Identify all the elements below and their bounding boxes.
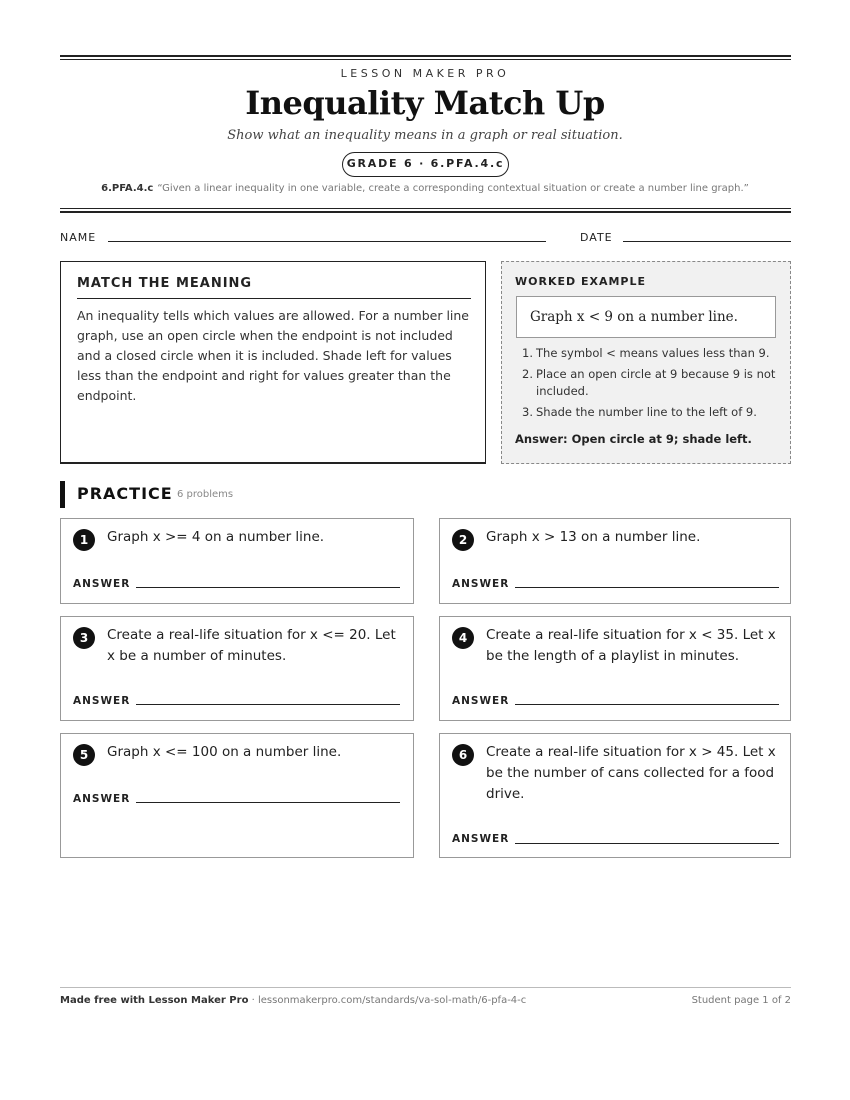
answer-label: ANSWER [73,695,131,707]
name-field[interactable] [108,241,546,242]
problem-number-badge: 3 [73,627,95,649]
footer-url[interactable]: · lessonmakerpro.com/standards/va-sol-math/6-pfa-4-c [248,995,527,1006]
answer-label: ANSWER [452,833,510,845]
problem-text: Create a real-life situation for x > 45. Let x be the number of cans collected for a food drive. [486,744,776,802]
practice-count: 6 problems [177,489,234,500]
answer-field[interactable] [515,843,779,844]
problem-card-3 [60,616,414,721]
name-label: NAME [60,231,97,244]
meaning-body: An inequality tells which values are allowed. For a number line graph, use an open circle when the endpoint is not included and a closed circle when it is included. Shade left for values less than the endpoint and right for values greater than the endpoint. [77,308,469,403]
example-steps [522,345,784,425]
header-top-rule [60,55,791,57]
answer-field[interactable] [136,704,400,705]
problem-card-1 [60,518,414,604]
footer-credit [60,995,526,1006]
problem-number-badge: 1 [73,529,95,551]
standard-text: “Given a linear inequality in one variable, create a corresponding contextual situation or create a number line graph.” [157,183,749,194]
header-bottom-rule [60,211,791,213]
brand-name: LESSON MAKER PRO [340,67,510,80]
meaning-title: MATCH THE MEANING [77,276,253,291]
answer-field[interactable] [515,587,779,588]
example-step: 2. Place an open circle at 9 because 9 is not included. [522,367,776,398]
problem-card-2 [439,518,791,604]
practice-accent-bar [60,481,65,508]
answer-label: ANSWER [452,695,510,707]
header-bottom-rule-thin [60,208,791,209]
answer-field[interactable] [515,704,779,705]
date-label: DATE [580,231,613,244]
standard-code: 6.PFA.4.c [101,183,154,194]
problem-card-6 [439,733,791,858]
problem-text: Create a real-life situation for x < 35. Let x be the length of a playlist in minutes. [486,627,776,664]
worked-example-panel [501,261,791,464]
problem-number-badge: 6 [452,744,474,766]
problem-text: Create a real-life situation for x <= 20. Let x be a number of minutes. [107,627,396,664]
example-answer: Answer: Open circle at 9; shade left. [515,432,752,446]
example-title: WORKED EXAMPLE [515,275,646,288]
answer-label: ANSWER [452,578,510,590]
page-title: Inequality Match Up [245,84,605,122]
problem-text: Graph x <= 100 on a number line. [107,744,342,760]
problem-text: Graph x >= 4 on a number line. [107,529,325,545]
example-step: 1. The symbol < means values less than 9. [522,346,770,360]
answer-field[interactable] [136,802,400,803]
standard-line [0,183,850,194]
meaning-divider [77,298,471,299]
footer-divider [60,987,791,988]
meaning-panel [60,261,486,464]
problem-number-badge: 5 [73,744,95,766]
answer-label: ANSWER [73,793,131,805]
date-field[interactable] [623,241,791,242]
example-problem: Graph x < 9 on a number line. [516,296,776,338]
example-step: 3. Shade the number line to the left of 9. [522,405,757,419]
answer-field[interactable] [136,587,400,588]
answer-label: ANSWER [73,578,131,590]
problem-number-badge: 4 [452,627,474,649]
practice-title: PRACTICE [77,484,173,503]
page-indicator: Student page 1 of 2 [691,995,791,1006]
problem-text: Graph x > 13 on a number line. [486,529,701,545]
problem-card-4 [439,616,791,721]
page-subtitle: Show what an inequality means in a graph or real situation. [227,128,623,143]
problem-card-5 [60,733,414,858]
problem-number-badge: 2 [452,529,474,551]
footer-brand: Made free with Lesson Maker Pro [60,995,249,1006]
header-top-rule-thin [60,59,791,60]
grade-badge: GRADE 6 · 6.PFA.4.c [342,152,509,177]
